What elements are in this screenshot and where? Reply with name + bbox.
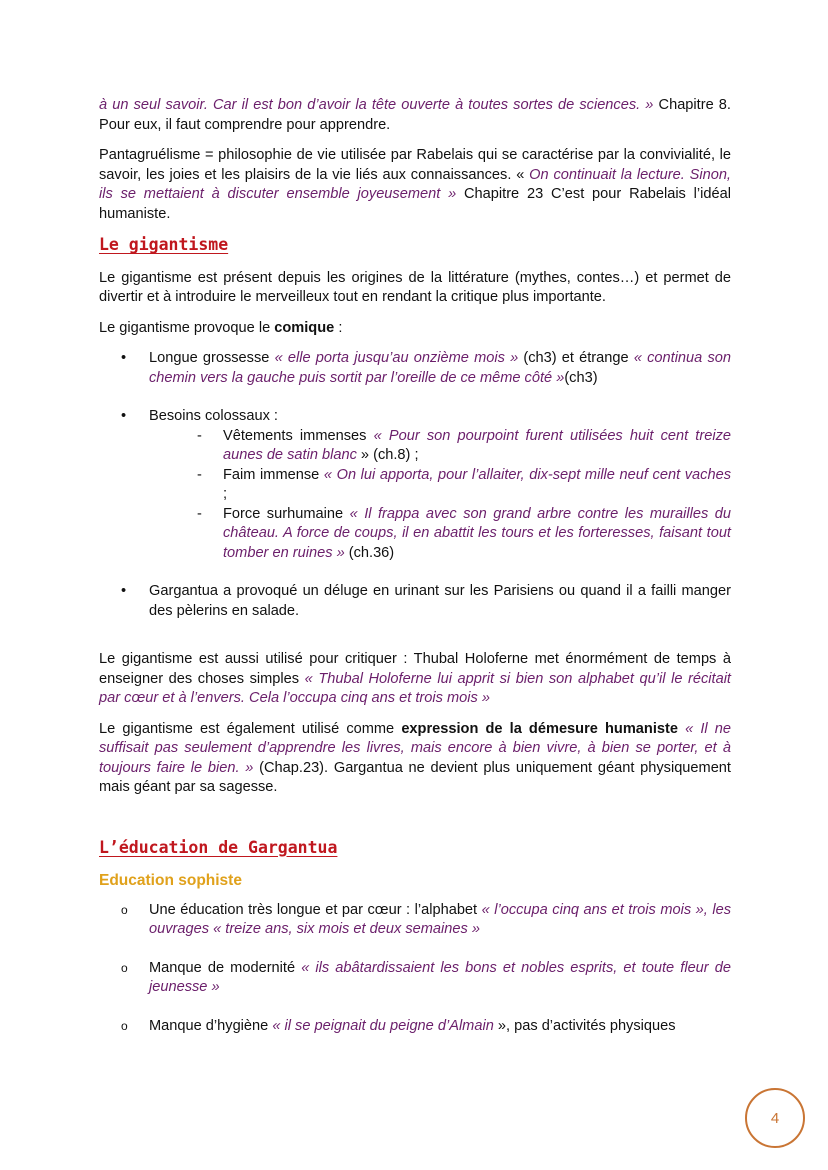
quote: On continuait la lecture. Sinon, ils se mettaient à discuter ensemble joyeusement » — [99, 166, 731, 202]
text: (ch3) — [564, 369, 598, 386]
text: Une éducation très longue et par cœur : l’alphabet — [149, 901, 482, 918]
bold-text: expression de la démesure humaniste — [401, 720, 678, 737]
gigantisme-paragraph-4 — [99, 720, 731, 798]
gigantisme-bullet-list — [99, 349, 731, 427]
bullet-marker: • — [121, 408, 127, 424]
sub-list-item — [197, 466, 731, 505]
text: (Chap.23). Gargantua ne devient plus uniquement géant physiquement mais géant par sa sagesse. — [99, 759, 731, 795]
text: Faim immense — [223, 466, 324, 483]
text: », pas d’activités physiques — [493, 1017, 676, 1034]
subheading-education-sophiste: Education sophiste — [99, 872, 242, 889]
quote: « Pour son pourpoint furent utilisées huit cent treize aunes de satin blanc — [223, 427, 731, 463]
dash-marker: - — [197, 466, 202, 483]
document-page — [99, 96, 731, 1036]
list-item — [99, 349, 731, 388]
text: Longue grossesse — [149, 350, 275, 366]
list-item — [99, 1017, 731, 1037]
intro-paragraph-2 — [99, 146, 731, 224]
text: (ch3) et étrange — [518, 350, 634, 366]
text: ; — [223, 486, 228, 502]
text: Besoins colossaux : — [149, 408, 278, 424]
text: : — [334, 319, 343, 336]
text: Le gigantisme est aussi utilisé pour critiquer : Thubal Holoferne met énormément de temps à enseigner des choses simples — [99, 651, 731, 687]
text: Manque d’hygiène — [149, 1017, 273, 1034]
dash-marker: - — [197, 505, 202, 522]
page-number: 4 — [770, 1109, 780, 1127]
text: (ch.36) — [344, 544, 395, 561]
text: Le gigantisme est également utilisé comme — [99, 720, 402, 737]
page-number-badge — [745, 1088, 805, 1148]
quote: « il se peignait du peigne d’Almain — [272, 1017, 494, 1034]
gigantisme-paragraph-2 — [99, 319, 731, 339]
gigantisme-bullet-list-2 — [99, 582, 731, 621]
gigantisme-paragraph-3 — [99, 650, 731, 709]
text: Chapitre 23 C’est pour Rabelais l’idéal humaniste. — [99, 186, 731, 222]
list-item — [99, 901, 731, 940]
text: Vêtements immenses — [223, 427, 374, 444]
quote: « On lui apporta, pour l’allaiter, dix-sept mille neuf cent vaches — [323, 466, 731, 483]
quote: « Il frappa avec son grand arbre contre les murailles du château. A force de coups, il en abattit les tours et les forteresses, faisant tout tomber en ruines » — [223, 505, 731, 561]
text: Chapitre 8. Pour eux, il faut comprendre pour apprendre. — [99, 97, 731, 133]
quote: « elle porta jusqu’au onzième mois » — [274, 350, 519, 366]
besoins-sub-list — [99, 427, 731, 564]
sub-list-item — [197, 427, 731, 466]
section-heading-education: L’éducation de Gargantua — [99, 837, 338, 857]
intro-paragraph-1 — [99, 96, 731, 135]
circle-marker: o — [121, 960, 128, 975]
circle-marker: o — [121, 902, 128, 917]
list-item — [99, 582, 731, 621]
text: Pantagruélisme = philosophie de vie utilisée par Rabelais qui se caractérise par la convivialité, le savoir, les joies et les plaisirs de la vie liés aux connaissances. « — [99, 147, 731, 183]
sub-list-item — [197, 505, 731, 564]
text: » (ch.8) ; — [356, 447, 419, 463]
text: Le gigantisme provoque le — [99, 319, 275, 336]
quote: à un seul savoir. Car il est bon d’avoir la tête ouverte à toutes sortes de sciences. » — [99, 97, 654, 113]
bold-text: comique — [274, 319, 335, 336]
list-item — [99, 959, 731, 998]
section-heading-gigantisme: Le gigantisme — [99, 235, 229, 254]
circle-marker: o — [121, 1018, 128, 1033]
list-item — [99, 407, 731, 427]
education-list — [99, 901, 731, 1037]
bullet-marker: • — [121, 350, 127, 366]
dash-marker: - — [197, 427, 202, 444]
text: Force surhumaine — [223, 505, 350, 522]
bullet-marker: • — [121, 583, 127, 599]
quote: « ils abâtardissaient les bons et nobles esprits, et toute fleur de jeunesse » — [149, 959, 731, 995]
gigantisme-paragraph-1: Le gigantisme est présent depuis les origines de la littérature (mythes, contes…) et permet de divertir et à introduire le merveilleux tout en rendant la critique plus importante. — [99, 269, 731, 305]
quote: « l’occupa cinq ans et trois mois », les ouvrages « treize ans, six mois et deux semaines » — [149, 901, 731, 937]
text: Gargantua a provoqué un déluge en urinant sur les Parisiens ou quand il a failli manger des pèlerins en salade. — [149, 583, 731, 619]
quote: « Thubal Holoferne lui apprit si bien son alphabet qu’il le récitait par cœur et à l’envers. Cela l’occupa cinq ans et trois mois » — [99, 670, 731, 706]
quote: « Il ne suffisait pas seulement d’apprendre les livres, mais encore à bien vivre, à bien se porter, et à toujours faire le bien. » — [99, 720, 731, 776]
text: Manque de modernité — [149, 959, 302, 976]
quote: « continua son chemin vers la gauche puis sortit par l’oreille de ce même côté » — [149, 350, 731, 386]
